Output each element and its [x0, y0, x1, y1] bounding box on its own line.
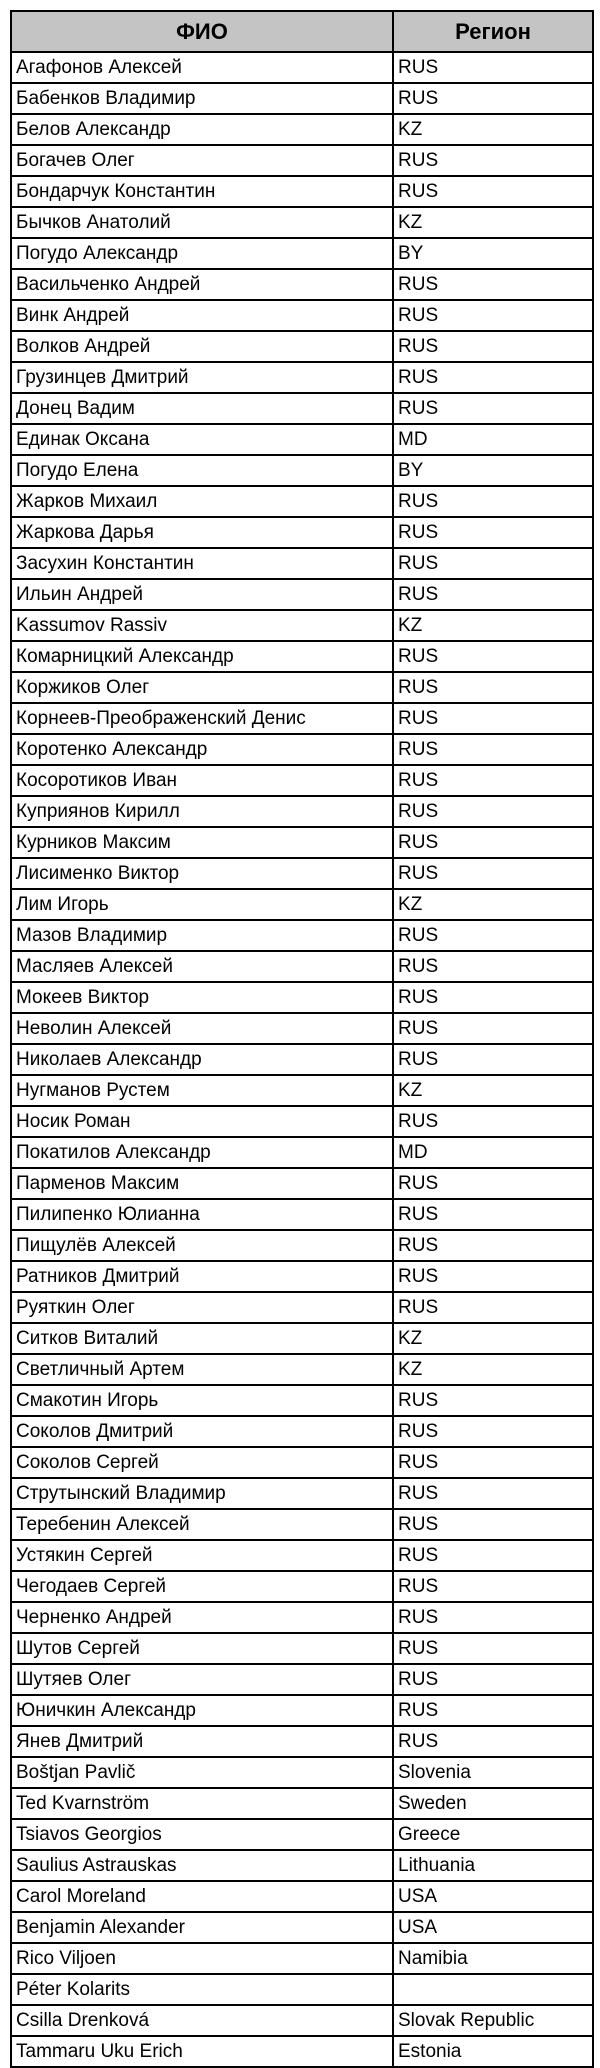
region-cell: RUS — [393, 1013, 593, 1044]
table-row — [11, 455, 593, 486]
region-cell: RUS — [393, 1168, 593, 1199]
table-row — [11, 1788, 593, 1819]
name-cell: Ильин Андрей — [11, 579, 393, 610]
name-cell: Бабенков Владимир — [11, 83, 393, 114]
table-row — [11, 579, 593, 610]
region-cell — [393, 1974, 593, 2005]
name-cell: Csilla Drenková — [11, 2005, 393, 2036]
region-cell: RUS — [393, 1416, 593, 1447]
name-cell: Péter Kolarits — [11, 1974, 393, 2005]
region-cell: RUS — [393, 1261, 593, 1292]
region-cell: RUS — [393, 269, 593, 300]
name-cell: Жарков Михаил — [11, 486, 393, 517]
table-header — [11, 11, 593, 52]
region-cell: Slovenia — [393, 1757, 593, 1788]
name-cell: Нугманов Рустем — [11, 1075, 393, 1106]
table-row — [11, 1106, 593, 1137]
name-cell: Комарницкий Александр — [11, 641, 393, 672]
table-row — [11, 1602, 593, 1633]
table-row — [11, 1416, 593, 1447]
name-cell: Белов Александр — [11, 114, 393, 145]
region-cell: BY — [393, 455, 593, 486]
region-cell: KZ — [393, 889, 593, 920]
table-row — [11, 393, 593, 424]
name-cell: Агафонов Алексей — [11, 52, 393, 83]
region-cell: Greece — [393, 1819, 593, 1850]
table-row — [11, 238, 593, 269]
name-cell: Курников Максим — [11, 827, 393, 858]
region-cell: RUS — [393, 579, 593, 610]
table-row — [11, 362, 593, 393]
region-cell: RUS — [393, 1230, 593, 1261]
table-row — [11, 1137, 593, 1168]
name-cell: Чегодаев Сергей — [11, 1571, 393, 1602]
name-cell: Янев Дмитрий — [11, 1726, 393, 1757]
table-row — [11, 1943, 593, 1974]
name-cell: Волков Андрей — [11, 331, 393, 362]
region-cell: RUS — [393, 982, 593, 1013]
region-cell: KZ — [393, 610, 593, 641]
name-cell: Boštjan Pavlič — [11, 1757, 393, 1788]
region-cell: RUS — [393, 951, 593, 982]
name-cell: Saulius Astrauskas — [11, 1850, 393, 1881]
name-cell: Пищулёв Алексей — [11, 1230, 393, 1261]
table-row — [11, 951, 593, 982]
name-cell: Засухин Константин — [11, 548, 393, 579]
name-cell: Винк Андрей — [11, 300, 393, 331]
table-row — [11, 1230, 593, 1261]
name-cell: Донец Вадим — [11, 393, 393, 424]
table-row — [11, 300, 593, 331]
name-cell: Соколов Дмитрий — [11, 1416, 393, 1447]
name-cell: Ted Kvarnström — [11, 1788, 393, 1819]
region-cell: Lithuania — [393, 1850, 593, 1881]
region-cell: RUS — [393, 920, 593, 951]
name-cell: Косоротиков Иван — [11, 765, 393, 796]
region-cell: RUS — [393, 331, 593, 362]
table-row — [11, 486, 593, 517]
region-cell: KZ — [393, 114, 593, 145]
name-cell: Benjamin Alexander — [11, 1912, 393, 1943]
table-row — [11, 517, 593, 548]
region-cell: MD — [393, 1137, 593, 1168]
table-row — [11, 1726, 593, 1757]
table-row — [11, 1540, 593, 1571]
table-row — [11, 1509, 593, 1540]
region-cell: Sweden — [393, 1788, 593, 1819]
region-cell: RUS — [393, 1664, 593, 1695]
name-cell: Васильченко Андрей — [11, 269, 393, 300]
region-cell: RUS — [393, 145, 593, 176]
name-cell: Лисименко Виктор — [11, 858, 393, 889]
table-row — [11, 1292, 593, 1323]
name-cell: Шутов Сергей — [11, 1633, 393, 1664]
name-cell: Теребенин Алексей — [11, 1509, 393, 1540]
table-row — [11, 2036, 593, 2067]
table-row — [11, 52, 593, 83]
table-row — [11, 858, 593, 889]
table-row — [11, 176, 593, 207]
table-row — [11, 889, 593, 920]
name-cell: Мокеев Виктор — [11, 982, 393, 1013]
region-cell: KZ — [393, 207, 593, 238]
name-cell: Погудо Александр — [11, 238, 393, 269]
region-cell: RUS — [393, 486, 593, 517]
table-row — [11, 920, 593, 951]
table-row — [11, 1044, 593, 1075]
name-cell: Погудо Елена — [11, 455, 393, 486]
table-row — [11, 1695, 593, 1726]
name-cell: Бычков Анатолий — [11, 207, 393, 238]
region-cell: RUS — [393, 52, 593, 83]
region-cell: RUS — [393, 765, 593, 796]
region-cell: Slovak Republic — [393, 2005, 593, 2036]
name-cell: Масляев Алексей — [11, 951, 393, 982]
region-cell: RUS — [393, 300, 593, 331]
name-cell: Черненко Андрей — [11, 1602, 393, 1633]
name-cell: Шутяев Олег — [11, 1664, 393, 1695]
table-row — [11, 703, 593, 734]
name-cell: Лим Игорь — [11, 889, 393, 920]
region-cell: USA — [393, 1912, 593, 1943]
name-cell: Грузинцев Дмитрий — [11, 362, 393, 393]
name-cell: Смакотин Игорь — [11, 1385, 393, 1416]
name-cell: Бондарчук Константин — [11, 176, 393, 207]
table-row — [11, 827, 593, 858]
region-cell: KZ — [393, 1354, 593, 1385]
region-cell: RUS — [393, 1292, 593, 1323]
region-cell: RUS — [393, 1447, 593, 1478]
table-row — [11, 83, 593, 114]
name-cell: Мазов Владимир — [11, 920, 393, 951]
table-row — [11, 207, 593, 238]
region-cell: RUS — [393, 83, 593, 114]
table-row — [11, 269, 593, 300]
name-cell: Парменов Максим — [11, 1168, 393, 1199]
region-cell: RUS — [393, 1633, 593, 1664]
region-cell: RUS — [393, 1509, 593, 1540]
region-cell: RUS — [393, 1695, 593, 1726]
region-cell: RUS — [393, 393, 593, 424]
table-row — [11, 1912, 593, 1943]
region-cell: RUS — [393, 672, 593, 703]
name-cell: Неволин Алексей — [11, 1013, 393, 1044]
name-cell: Carol Moreland — [11, 1881, 393, 1912]
table-row — [11, 1633, 593, 1664]
name-cell: Богачев Олег — [11, 145, 393, 176]
name-cell: Tsiavos Georgios — [11, 1819, 393, 1850]
table-row — [11, 1075, 593, 1106]
table-row — [11, 765, 593, 796]
region-cell: RUS — [393, 1540, 593, 1571]
table-row — [11, 610, 593, 641]
name-cell: Покатилов Александр — [11, 1137, 393, 1168]
table-row — [11, 331, 593, 362]
name-cell: Николаев Александр — [11, 1044, 393, 1075]
table-row — [11, 1571, 593, 1602]
table-row — [11, 1199, 593, 1230]
table-row — [11, 1881, 593, 1912]
name-cell: Носик Роман — [11, 1106, 393, 1137]
header-row — [11, 11, 593, 52]
table-row — [11, 1478, 593, 1509]
name-cell: Пилипенко Юлианна — [11, 1199, 393, 1230]
table-row — [11, 1168, 593, 1199]
table-row — [11, 1323, 593, 1354]
table-row — [11, 1664, 593, 1695]
region-cell: RUS — [393, 548, 593, 579]
region-cell: KZ — [393, 1323, 593, 1354]
region-cell: RUS — [393, 1478, 593, 1509]
table-row — [11, 1354, 593, 1385]
region-cell: Namibia — [393, 1943, 593, 1974]
header-name: ФИО — [11, 11, 393, 52]
region-cell: MD — [393, 424, 593, 455]
region-cell: RUS — [393, 1602, 593, 1633]
region-cell: RUS — [393, 734, 593, 765]
region-cell: RUS — [393, 703, 593, 734]
region-cell: USA — [393, 1881, 593, 1912]
name-cell: Rico Viljoen — [11, 1943, 393, 1974]
name-cell: Светличный Артем — [11, 1354, 393, 1385]
name-cell: Единак Оксана — [11, 424, 393, 455]
region-cell: Estonia — [393, 2036, 593, 2067]
region-cell: RUS — [393, 176, 593, 207]
name-cell: Ратников Дмитрий — [11, 1261, 393, 1292]
table-row — [11, 1385, 593, 1416]
name-cell: Tammaru Uku Erich — [11, 2036, 393, 2067]
name-cell: Струтынский Владимир — [11, 1478, 393, 1509]
table-body — [11, 52, 593, 2067]
table-row — [11, 145, 593, 176]
table-row — [11, 734, 593, 765]
name-cell: Жаркова Дарья — [11, 517, 393, 548]
table-row — [11, 641, 593, 672]
region-cell: KZ — [393, 1075, 593, 1106]
region-cell: RUS — [393, 517, 593, 548]
table-row — [11, 424, 593, 455]
region-cell: RUS — [393, 1199, 593, 1230]
name-cell: Соколов Сергей — [11, 1447, 393, 1478]
name-cell: Устякин Сергей — [11, 1540, 393, 1571]
name-cell: Kassumov Rassiv — [11, 610, 393, 641]
region-cell: RUS — [393, 641, 593, 672]
table-row — [11, 796, 593, 827]
region-cell: RUS — [393, 1571, 593, 1602]
name-cell: Руяткин Олег — [11, 1292, 393, 1323]
region-cell: RUS — [393, 362, 593, 393]
table-row — [11, 1447, 593, 1478]
name-cell: Коротенко Александр — [11, 734, 393, 765]
name-cell: Ситков Виталий — [11, 1323, 393, 1354]
table-row — [11, 114, 593, 145]
region-cell: RUS — [393, 1385, 593, 1416]
table-row — [11, 1819, 593, 1850]
name-cell: Корнеев-Преображенский Денис — [11, 703, 393, 734]
region-cell: RUS — [393, 858, 593, 889]
name-cell: Юничкин Александр — [11, 1695, 393, 1726]
region-cell: RUS — [393, 1726, 593, 1757]
participants-table — [10, 10, 594, 2068]
table-row — [11, 982, 593, 1013]
region-cell: RUS — [393, 1044, 593, 1075]
table-row — [11, 1974, 593, 2005]
region-cell: RUS — [393, 827, 593, 858]
name-cell: Куприянов Кирилл — [11, 796, 393, 827]
table-row — [11, 548, 593, 579]
name-cell: Коржиков Олег — [11, 672, 393, 703]
table-row — [11, 672, 593, 703]
table-row — [11, 1261, 593, 1292]
region-cell: RUS — [393, 1106, 593, 1137]
table-row — [11, 1850, 593, 1881]
table-row — [11, 1013, 593, 1044]
table-row — [11, 1757, 593, 1788]
table-row — [11, 2005, 593, 2036]
region-cell: RUS — [393, 796, 593, 827]
header-region: Регион — [393, 11, 593, 52]
region-cell: BY — [393, 238, 593, 269]
